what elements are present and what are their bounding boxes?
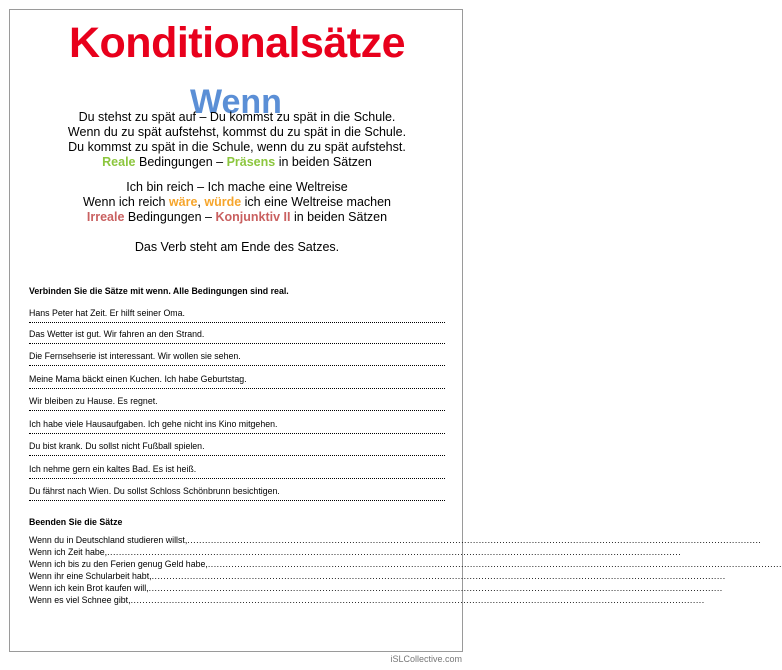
irreal-conditions-block (0, 180, 474, 225)
exercise1-item[interactable]: Das Wetter ist gut. Wir fahren an den Strand. (29, 329, 445, 340)
irreal-term: Irreale (86, 210, 125, 224)
answer-line[interactable] (29, 433, 445, 434)
exercise2-item[interactable]: Wenn ich bis zu den Ferien genug Geld habe,................................................................................................................................................................................................... (29, 559, 782, 569)
exercise1-item[interactable]: Meine Mama bäckt einen Kuchen. Ich habe Geburtstag. (29, 374, 445, 385)
exercise1-item[interactable]: Du bist krank. Du sollst nicht Fußball spielen. (29, 441, 445, 452)
irreal-summary-end: in beiden Sätzen (290, 210, 388, 224)
exercise2-item[interactable]: Wenn ich kein Brot kaufen will,................................................................................................................................................................................................... (29, 583, 723, 593)
worksheet-subtitle: Wenn (190, 83, 282, 121)
irreal-summary-mid: Bedingungen – (124, 210, 216, 224)
answer-line[interactable] (29, 365, 445, 366)
real-example-line-2: Wenn du zu spät aufstehst, kommst du zu spät in die Schule. (67, 125, 407, 139)
irreal-example-line-2 (0, 195, 474, 210)
exercise1-item[interactable]: Die Fernsehserie ist interessant. Wir wollen sie sehen. (29, 351, 445, 362)
fill-dots[interactable]: ................................................................................................................................................................................................... (207, 559, 782, 569)
answer-line[interactable] (29, 322, 445, 323)
waere-word: wäre (168, 195, 198, 209)
verb-note: Das Verb steht am Ende des Satzes. (134, 240, 340, 254)
answer-line[interactable] (29, 410, 445, 411)
irreal-line2-end: ich eine Weltreise machen (241, 195, 392, 209)
wuerde-word: würde (204, 195, 242, 209)
praesens-term: Präsens (226, 155, 276, 169)
real-conditions-block (0, 110, 474, 170)
worksheet-title: Konditionalsätze (68, 19, 406, 67)
exercise2-item[interactable]: Wenn es viel Schnee gibt,................................................................................................................................................................................................... (29, 595, 705, 605)
real-example-line-1: Du stehst zu spät auf – Du kommst zu spät in die Schule. (78, 110, 396, 124)
irreal-summary-line (0, 210, 474, 225)
exercise2-item[interactable]: Wenn du in Deutschland studieren willst,................................................................................................................................................................................................... (29, 535, 762, 545)
exercise1-item[interactable]: Ich nehme gern ein kaltes Bad. Es ist heiß. (29, 464, 445, 475)
konjunktiv-term: Konjunktiv II (215, 210, 291, 224)
answer-line[interactable] (29, 455, 445, 456)
real-summary-mid: Bedingungen – (135, 155, 227, 169)
real-summary-end: in beiden Sätzen (275, 155, 372, 169)
footer-credit: iSLCollective.com (390, 654, 462, 664)
fill-dots[interactable]: ................................................................................................................................................................................................... (148, 583, 723, 593)
answer-line[interactable] (29, 343, 445, 344)
exercise2-heading: Beenden Sie die Sätze (29, 517, 123, 527)
real-example-line-3: Du kommst zu spät in die Schule, wenn du zu spät aufstehst. (68, 140, 406, 154)
exercise1-item[interactable]: Wir bleiben zu Hause. Es regnet. (29, 396, 445, 407)
answer-line[interactable] (29, 500, 445, 501)
exercise1-item[interactable]: Du fährst nach Wien. Du sollst Schloss Schönbrunn besichtigen. (29, 486, 445, 497)
answer-line[interactable] (29, 478, 445, 479)
exercise1-heading: Verbinden Sie die Sätze mit wenn. Alle Bedingungen sind real. (29, 286, 289, 296)
exercise2-item[interactable]: Wenn ich Zeit habe,................................................................................................................................................................................................... (29, 547, 682, 557)
exercise1-item[interactable]: Hans Peter hat Zeit. Er hilft seiner Oma. (29, 308, 445, 319)
exercise1-item[interactable]: Ich habe viele Hausaufgaben. Ich gehe nicht ins Kino mitgehen. (29, 419, 445, 430)
exercise2-item[interactable]: Wenn ihr eine Schularbeit habt,................................................................................................................................................................................................... (29, 571, 726, 581)
real-summary-line (0, 155, 474, 170)
fill-dots[interactable]: ................................................................................................................................................................................................... (130, 595, 705, 605)
real-term: Reale (102, 155, 136, 169)
fill-dots[interactable]: ................................................................................................................................................................................................... (151, 571, 726, 581)
answer-line[interactable] (29, 388, 445, 389)
fill-dots[interactable]: ................................................................................................................................................................................................... (187, 535, 762, 545)
irreal-line2-start: Wenn ich reich (82, 195, 169, 209)
fill-dots[interactable]: ................................................................................................................................................................................................... (107, 547, 682, 557)
irreal-line2-sep: , (197, 195, 205, 209)
irreal-example-line-1: Ich bin reich – Ich mache eine Weltreise (126, 180, 348, 194)
